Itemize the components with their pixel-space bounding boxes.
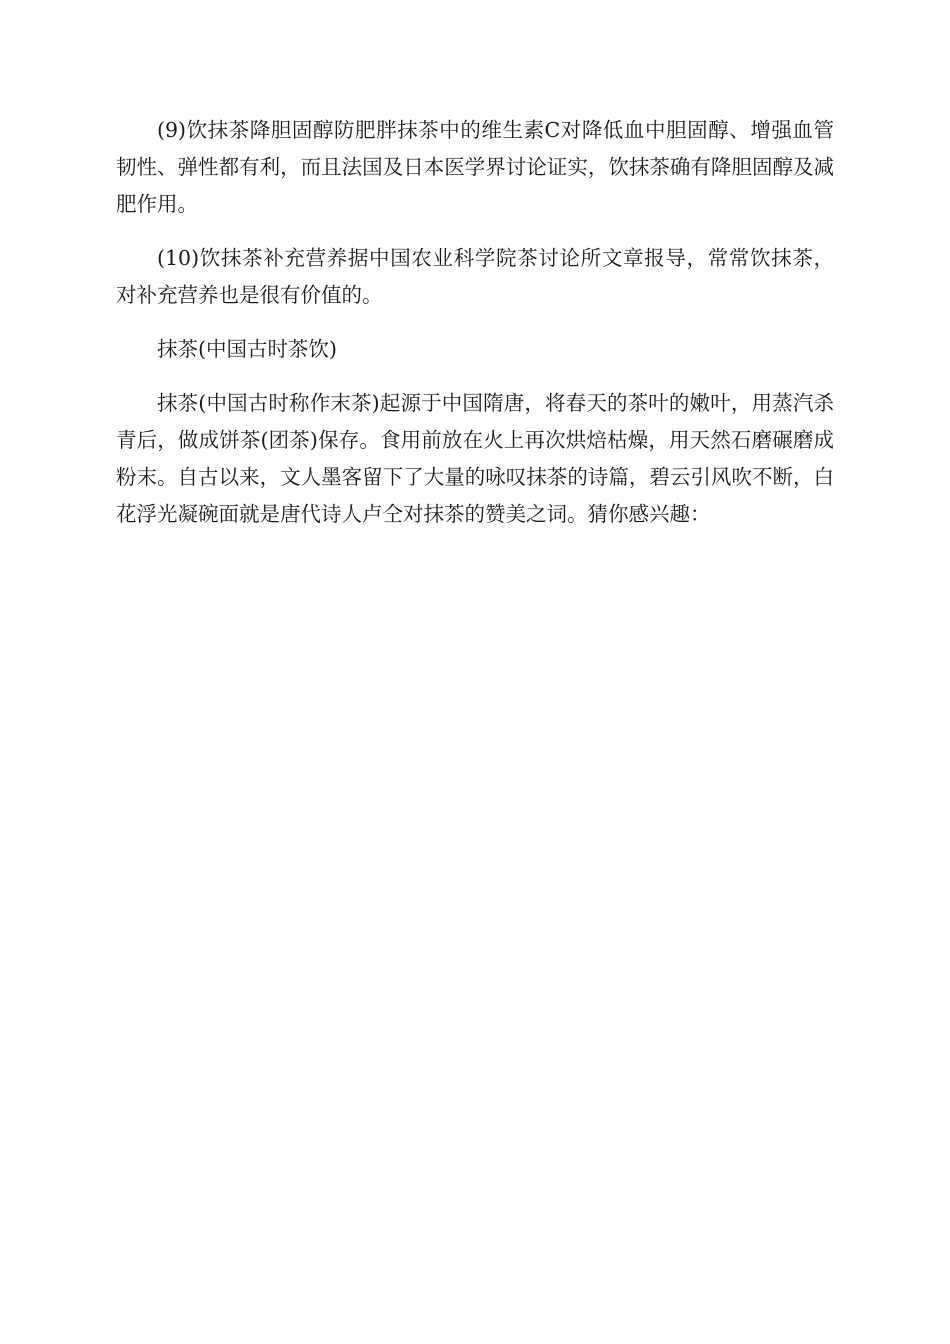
section-heading: 抹茶(中国古时茶饮): [157, 337, 337, 361]
paragraph-item-10: (10)饮抹茶补充营养据中国农业科学院茶讨论所文章报导，常常饮抹茶，对补充营养也是很有价值的。: [116, 246, 834, 307]
document-body: [116, 112, 834, 550]
paragraph-item-9: (9)饮抹茶降胆固醇防肥胖抹茶中的维生素C对降低血中胆固醇、增强血管韧性、弹性都有利，而且法国及日本医学界讨论证实，饮抹茶确有降胆固醇及减肥作用。: [116, 118, 834, 216]
paragraph-matcha-origin: 抹茶(中国古时称作末茶)起源于中国隋唐，将春天的茶叶的嫩叶，用蒸汽杀青后，做成饼茶(团茶)保存。食用前放在火上再次烘焙枯燥，用天然石磨碾磨成粉末。自古以来，文人墨客留下了大量的咏叹抹茶的诗篇，碧云引风吹不断，白花浮光凝碗面就是唐代诗人卢仝对抹茶的赞美之词。猜你感兴趣：: [116, 391, 834, 526]
